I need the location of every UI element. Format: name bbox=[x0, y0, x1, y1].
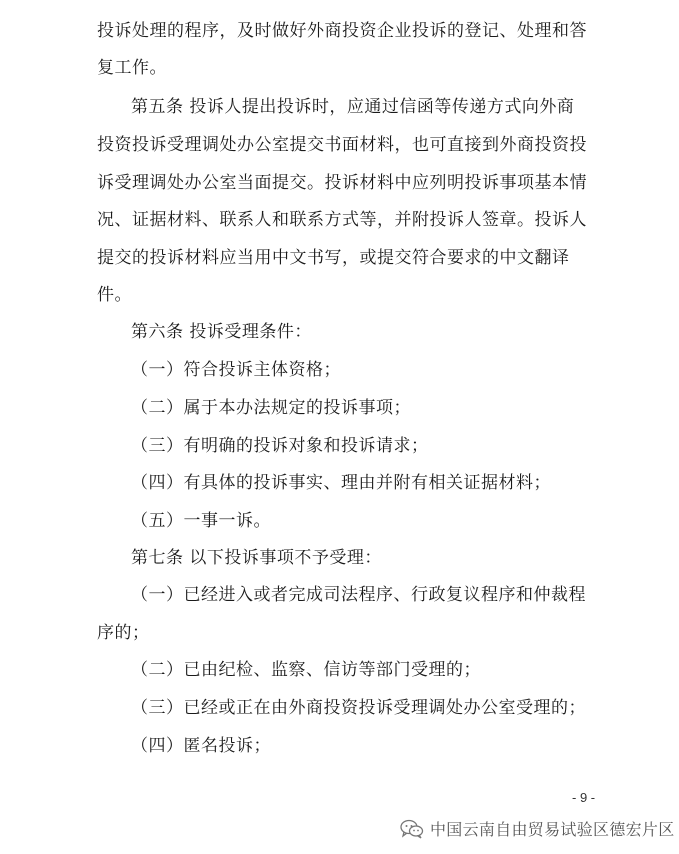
list-item: （五）一事一诉。 bbox=[131, 511, 271, 531]
article-heading: 第七条 以下投诉事项不予受理： bbox=[131, 548, 382, 568]
list-item: （三）已经或正在由外商投资投诉受理调处办公室受理的； bbox=[131, 698, 586, 718]
text-line: 件。 bbox=[97, 285, 132, 305]
list-item: （一）符合投诉主体资格； bbox=[131, 360, 341, 380]
list-item: （二）已由纪检、监察、信访等部门受理的； bbox=[131, 660, 481, 680]
text-line: 提交的投诉材料应当用中文书写，或提交符合要求的中文翻译 bbox=[97, 248, 570, 268]
text-line: 投资投诉受理调处办公室提交书面材料，也可直接到外商投资投 bbox=[97, 135, 587, 155]
list-item: （三）有明确的投诉对象和投诉请求； bbox=[131, 436, 429, 456]
text-line: 第五条 投诉人提出投诉时，应通过信函等传递方式向外商 bbox=[131, 97, 575, 117]
list-item: （一）已经进入或者完成司法程序、行政复议程序和仲裁程 bbox=[131, 585, 586, 605]
watermark bbox=[400, 817, 675, 840]
list-item: （二）属于本办法规定的投诉事项； bbox=[131, 398, 411, 418]
text-line: 投诉处理的程序，及时做好外商投资企业投诉的登记、处理和答 bbox=[97, 21, 587, 41]
wechat-icon bbox=[400, 819, 424, 839]
text-line: 诉受理调处办公室当面提交。投诉材料中应列明投诉事项基本情 bbox=[97, 173, 587, 193]
text-line: 况、证据材料、联系人和联系方式等，并附投诉人签章。投诉人 bbox=[97, 210, 587, 230]
list-item: （四）匿名投诉； bbox=[131, 736, 271, 756]
text-line: 复工作。 bbox=[97, 58, 167, 78]
list-item: （四）有具体的投诉事实、理由并附有相关证据材料； bbox=[131, 473, 551, 493]
list-item-continuation: 序的； bbox=[97, 623, 150, 643]
page-number: - 9 - bbox=[572, 790, 596, 805]
article-heading: 第六条 投诉受理条件： bbox=[131, 322, 312, 342]
watermark-text: 中国云南自由贸易试验区德宏片区 bbox=[430, 820, 675, 839]
